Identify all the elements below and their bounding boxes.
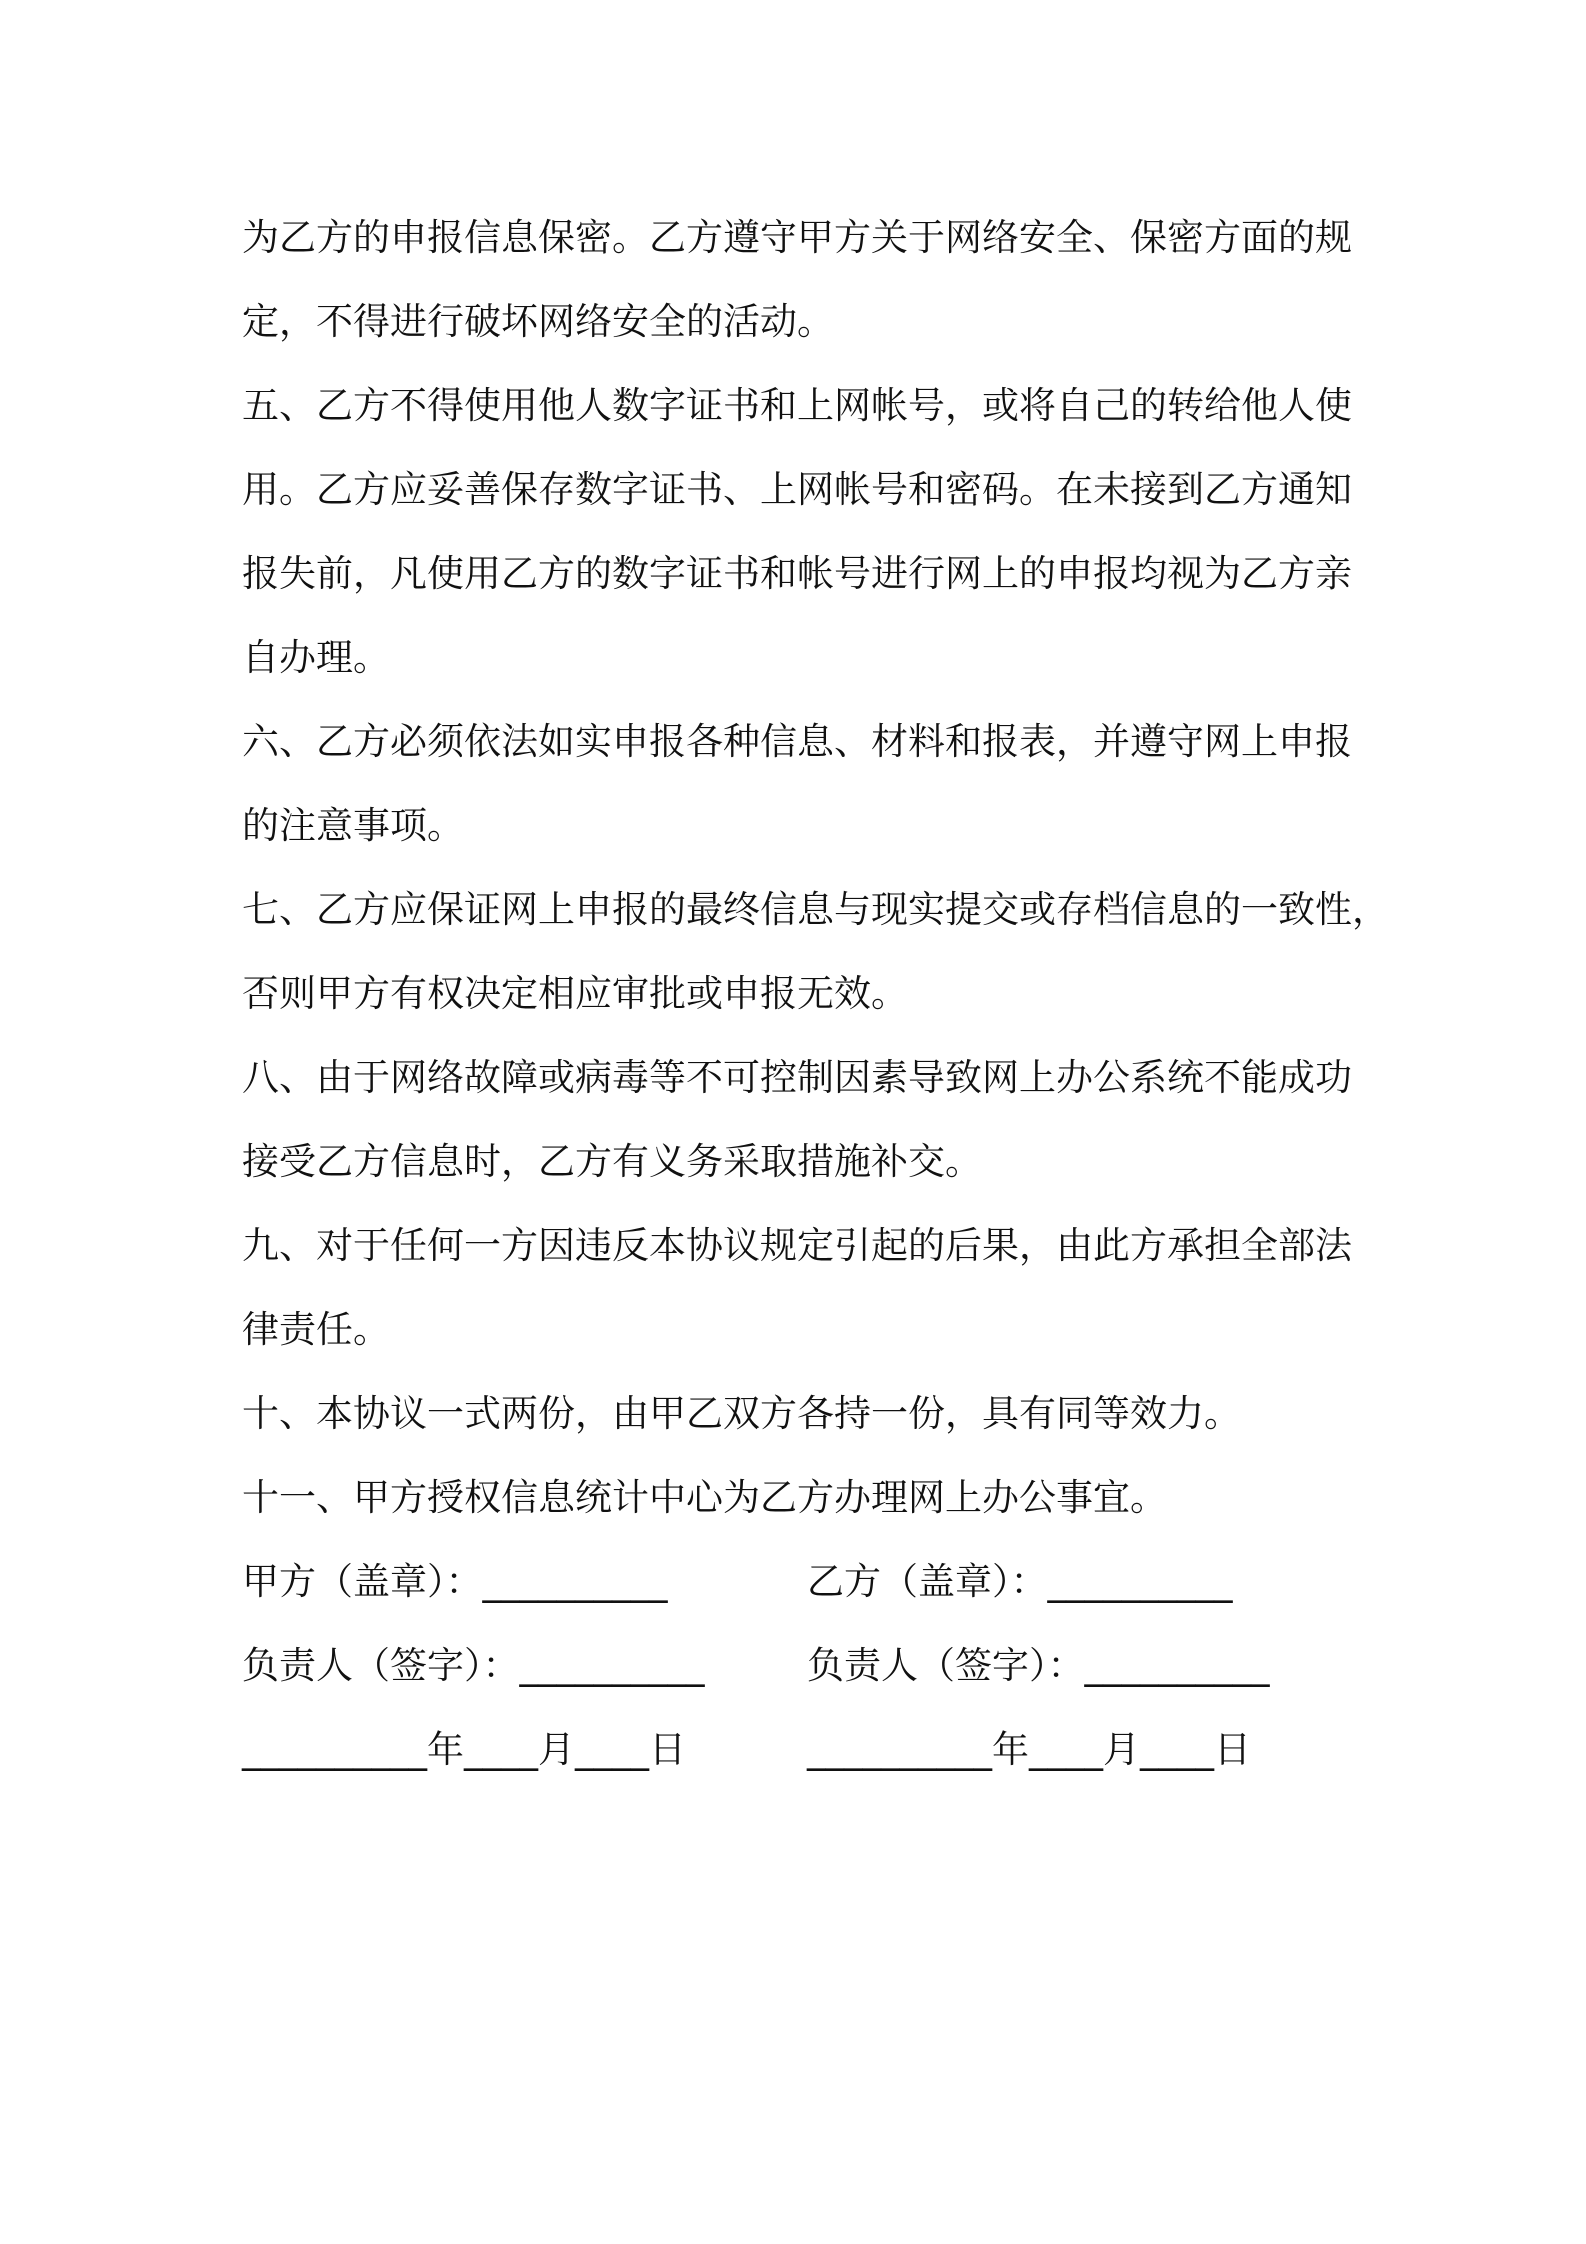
text-line: 定，不得进行破坏网络安全的活动。 [242,300,834,343]
date-row [242,1708,1382,1792]
party-a-signer-field: 负责人（签字）：__________ [242,1644,705,1687]
clause-9: 九、对于任何一方因违反本协议规定引起的后果，由此方承担全部法 [242,1224,1352,1267]
text-line: 否则甲方有权决定相应审批或申报无效。 [242,972,908,1015]
text-line: 报失前，凡使用乙方的数字证书和帐号进行网上的申报均视为乙方亲 [242,552,1352,595]
text-line: 为乙方的申报信息保密。乙方遵守甲方关于网络安全、保密方面的规 [242,216,1352,259]
party-b-date-field: __________年____月____日 [807,1728,1251,1771]
clause-7: 七、乙方应保证网上申报的最终信息与现实提交或存档信息的一致性， [242,888,1389,931]
text-line: 用。乙方应妥善保存数字证书、上网帐号和密码。在未接到乙方通知 [242,468,1352,511]
signer-row [242,1624,1382,1708]
text-line: 律责任。 [242,1308,390,1351]
seal-row [242,1540,1382,1624]
party-a-seal-field: 甲方（盖章）：__________ [242,1560,668,1603]
party-b-seal-field: 乙方（盖章）：__________ [807,1560,1233,1603]
clause-5: 五、乙方不得使用他人数字证书和上网帐号，或将自己的转给他人使 [242,384,1352,427]
clause-8: 八、由于网络故障或病毒等不可控制因素导致网上办公系统不能成功 [242,1056,1352,1099]
clause-6: 六、乙方必须依法如实申报各种信息、材料和报表，并遵守网上申报 [242,720,1352,763]
clause-10: 十、本协议一式两份，由甲乙双方各持一份，具有同等效力。 [242,1392,1241,1435]
text-line: 自办理。 [242,636,390,679]
document-page [242,196,1389,1792]
clause-11: 十一、甲方授权信息统计中心为乙方办理网上办公事宜。 [242,1476,1167,1519]
party-a-date-field: __________年____月____日 [242,1728,686,1771]
text-line: 接受乙方信息时，乙方有义务采取措施补交。 [242,1140,982,1183]
signature-block [242,1540,1382,1792]
text-line: 的注意事项。 [242,804,464,847]
party-b-signer-field: 负责人（签字）：__________ [807,1644,1270,1687]
